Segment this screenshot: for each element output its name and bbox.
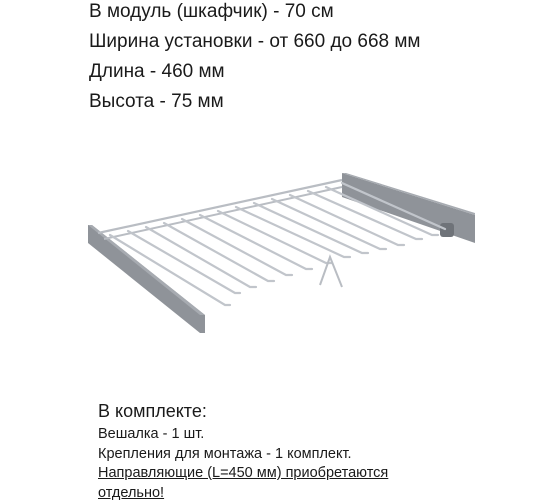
spec-length: Длина - 460 мм [89,61,225,82]
kit-note-guides: Направляющие (L=450 мм) приобретаются отдельно! [98,465,389,501]
kit-item-hanger: Вешалка - 1 шт. [98,426,205,442]
kit-item-mounting: Крепления для монтажа - 1 комплект. [98,445,352,462]
spec-module: В модуль (шкафчик) - 70 см [89,1,334,22]
kit-heading: В комплекте: [98,401,207,421]
specifications-list [89,0,421,117]
kit-contents-list [98,425,428,503]
spec-install-width: Ширина установки - от 660 до 668 мм [89,31,421,52]
trouser-rack-illustration [80,165,480,340]
spec-height: Высота - 75 мм [89,91,224,112]
rail-bracket [440,223,454,237]
